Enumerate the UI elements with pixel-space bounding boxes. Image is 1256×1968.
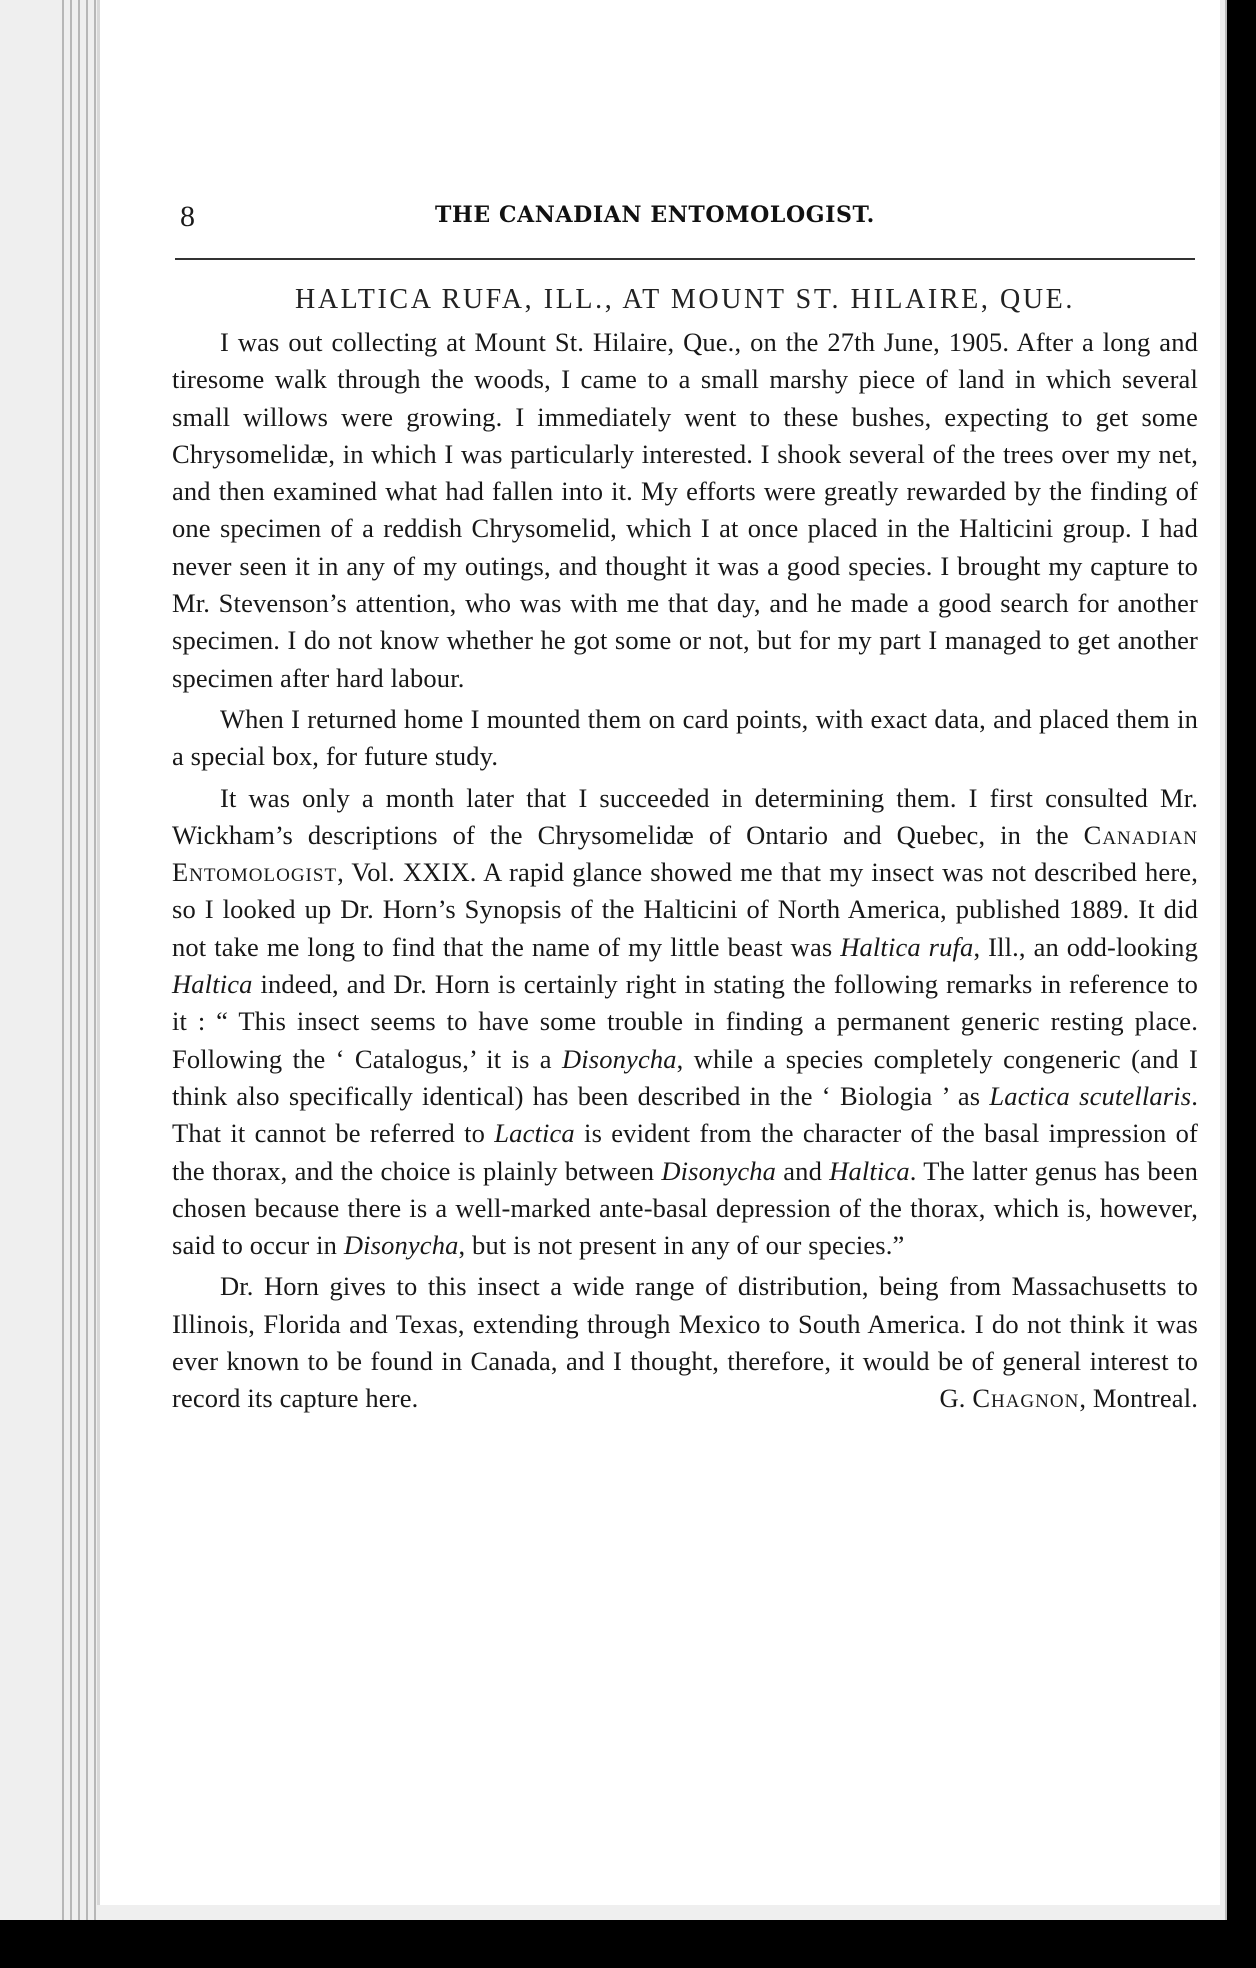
text-run: and xyxy=(776,1155,830,1186)
text-run: . The latter genus has been chosen because there is a well-marked ante-basal depression of the thorax, which is, however, said to occur in xyxy=(172,1155,1198,1261)
paragraph-2: When I returned home I mounted them on card points, with exact data, and placed them in a special box, for future study. xyxy=(172,703,1198,772)
text-run: is evident from the character of the basal impression of the thorax, and the choice is plainly between xyxy=(172,1118,1198,1186)
article xyxy=(172,280,1198,1418)
page-edge-line xyxy=(78,0,80,1920)
page-edge-line xyxy=(94,0,96,1920)
genus-name: Lactica xyxy=(494,1118,575,1149)
species-name: Haltica rufa xyxy=(840,931,974,962)
species-name: Lactica scutellaris xyxy=(989,1080,1192,1111)
text-run: , but is not present in any of our species.” xyxy=(458,1230,905,1261)
header-rule xyxy=(175,258,1195,260)
journal-name-smallcaps: Canadian Entomologist xyxy=(172,819,1198,888)
genus-name: Disonycha xyxy=(343,1230,459,1261)
page-edge-line xyxy=(62,0,64,1920)
text-run: indeed, and Dr. Horn is certainly right in stating the following remarks in reference to it : “ This insect seems to have some trouble in finding a permanent generic resting place. Following the ‘ Catalogus,’ it is a xyxy=(172,969,1198,1074)
text-run: , Vol. XXIX. A rapid glance showed me that my insect was not described here, so I looked up Dr. Horn’s Synopsis of the Halticini of North America, published 1889. It did not take me long to find that the name of my little beast was xyxy=(172,857,1198,962)
author-place: , Montreal. xyxy=(1079,1383,1198,1414)
article-title: HALTICA RUFA, ILL., AT MOUNT ST. HILAIRE, QUE. xyxy=(295,284,1075,315)
paragraph-1: I was out collecting at Mount St. Hilaire, Que., on the 27th June, 1905. After a long and tiresome walk through the woods, I came to a small marshy piece of land in which several small willows were growing. I immediately went to these bushes, expecting to get some Chrysomelidæ, in which I was particularly interested. I shook several of the trees over my net, and then examined what had fallen into it. My efforts were greatly rewarded by the finding of one specimen of a reddish Chrysomelid, which I at once placed in the Halticini group. I had never seen it in any of my outings, and thought it was a good species. I brought my capture to Mr. Stevenson’s attention, who was with me that day, and he made a good search for another specimen. I do not know whether he got some or not, but for my part I managed to get another specimen after hard labour. xyxy=(172,327,1198,693)
journal-title: THE CANADIAN ENTOMOLOGIST. xyxy=(435,202,875,228)
paragraph-4 xyxy=(172,1268,1198,1417)
genus-name: Disonycha xyxy=(661,1155,777,1186)
author-signature xyxy=(891,1380,1198,1417)
text-run: . That it cannot be referred to xyxy=(172,1080,1198,1149)
page-edge-line xyxy=(70,0,72,1920)
genus-name: Disonycha xyxy=(561,1043,677,1074)
page-edge-line xyxy=(86,0,88,1920)
paragraph-3 xyxy=(172,780,1198,1265)
text-run: It was only a month later that I succeeded in determining them. I first consulted Mr. Wickham’s descriptions of the Chrysomelidæ of Ontario and Quebec, in the xyxy=(172,782,1198,850)
running-head xyxy=(180,198,1190,238)
text-run: Dr. Horn gives to this insect a wide range of distribution, being from Massachusetts to Illinois, Florida and Texas, extending through Mexico to South America. I do not think it was ever known to be found in Canada, and I thought, therefore, it would be of general interest to record its capture here. xyxy=(172,1271,1198,1414)
genus-name: Haltica xyxy=(172,969,253,1000)
genus-name: Haltica xyxy=(829,1155,910,1186)
author-name-smallcaps: Chagnon xyxy=(972,1383,1080,1414)
text-run: , while a species completely congeneric (and I think also specifically identical) has been described in the ‘ Biologia ’ as xyxy=(172,1043,1198,1111)
page-number: 8 xyxy=(180,200,195,233)
text-run: , Ill., an odd-looking xyxy=(973,931,1198,962)
author-initial: G. xyxy=(939,1383,973,1414)
